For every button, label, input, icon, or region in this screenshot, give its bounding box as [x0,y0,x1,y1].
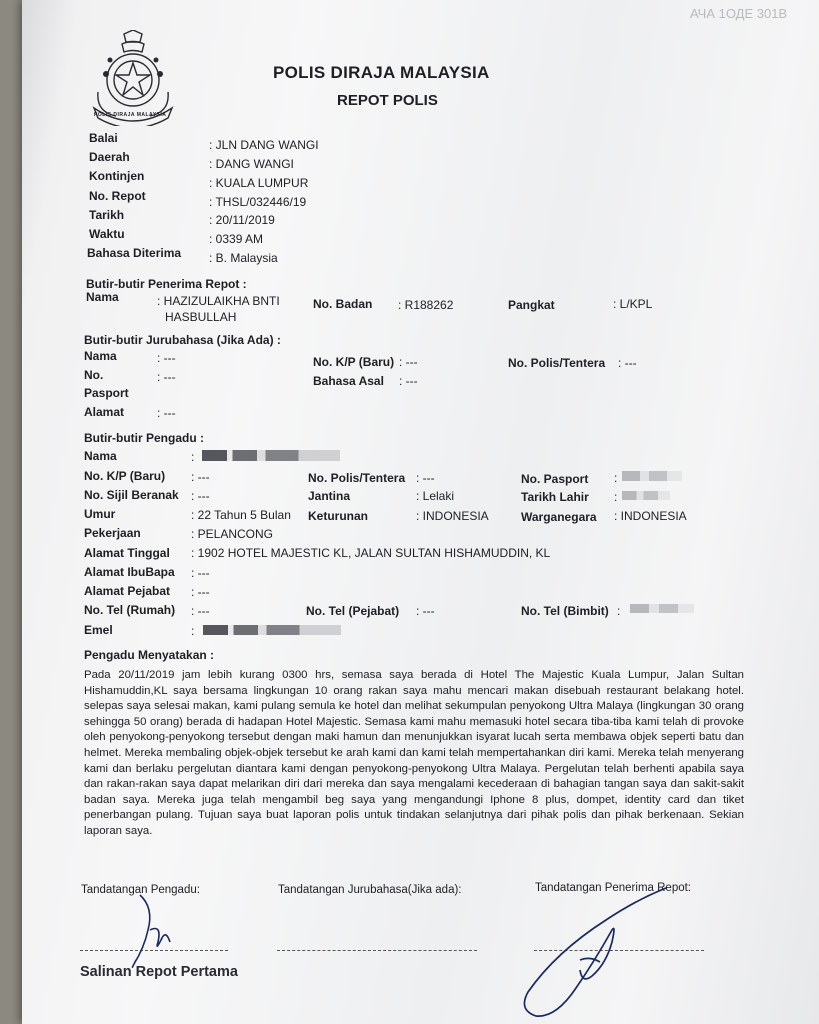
complainant-ibubapa-label: Alamat IbuBapa [84,565,175,579]
receiver-rank-label: Pangkat [508,298,555,312]
statement-text: Pada 20/11/2019 jam lebih kurang 0300 hrs, semasa saya berada di Hotel The Majestic Kuala Lumpur, Jalan Sultan Hishamuddin,KL saya bersama lingkungan 10 orang rakan saya mahu mencari makan disebuah restaurant belakang hotel. selepas saya selesai makan, kami pulang semula ke hotel dan melihat sekumpulan penyokong Ultra Malaya (lingkungan 30 orang sehingga 50 orang) berada di hadapan Hotel Majestic. Semasa kami mahu memasuki hotel secara tiba-tiba kami telah di provoke oleh penyokong-penyokong tersebut dengan maki hamun dan menunjukkan isyarat lucah serta membawa objek seperti batu dan helmet. Mereka membaling objek-objek tersebut ke arah kami dan kami telah mempertahankan diri kami. Mereka telah menyerang kami dan berlaku pergelutan diantara kami dengan penyokong-penyokong Ultra Malaya. Pergelutan telah berhenti apabila saya dan rakan-rakan saya dapat melarikan diri dari mereka dan saya mengalami kecederaan di bahagian tangan saya dan sakit-sakit badan saya. Mereka juga telah mengambil beg saya yang mengandungi Iphone 8 plus, dompet, identity card dan tiket penerbangan pulang. Tujuan saya buat laporan polis untuk tindakan selanjutnya dari pihak polis dan pihak berkenaan. Sekian laporan saya. [84,669,744,837]
signature-penerima-label: Tandatangan Penerima Repot: [535,882,691,894]
receiver-name-value: : HAZIZULAIKHA BNTI [157,294,280,308]
page-title: POLIS DIRAJA MALAYSIA [273,63,490,82]
complainant-nama-value: : [191,450,195,464]
balai-value: : JLN DANG WANGI [209,138,319,152]
redacted-pasport [622,471,682,481]
receiver-badge-value: : R188262 [398,298,454,312]
complainant-ibubapa-value: : --- [191,566,210,580]
complainant-sijil-value: : --- [191,489,210,503]
tarikh-label: Tarikh [89,208,125,222]
signature-line-jurubahasa [277,950,477,951]
tarikh-value: : 20/11/2019 [209,213,275,227]
interpreter-alamat-value: : --- [157,406,176,420]
receiver-badge-label: No. Badan [313,297,373,311]
complainant-tel-bimbit-label: No. Tel (Bimbit) [521,604,609,618]
complainant-pasport-label: No. Pasport [521,472,589,486]
complainant-warganegara-label: Warganegara [521,510,597,524]
complainant-tinggal-value: : 1902 HOTEL MAJESTIC KL, JALAN SULTAN HISHAMUDDIN, KL [191,546,551,560]
receiver-section-title: Butir-butir Penerima Repot : [86,277,247,291]
balai-label: Balai [89,131,118,145]
redacted-name [202,450,340,461]
redacted-mobile [630,604,694,613]
complainant-pekerjaan-label: Pekerjaan [84,526,141,540]
complainant-polis-value: : --- [416,471,435,485]
bahasa-diterima-label: Bahasa Diterima [87,246,182,260]
interpreter-polis-value: : --- [618,356,637,370]
kontinjen-value: : KUALA LUMPUR [209,176,309,190]
interpreter-no-value: : --- [157,370,176,384]
complainant-tel-pejabat-label: No. Tel (Pejabat) [306,604,400,618]
interpreter-name-label: Nama [84,349,117,363]
complainant-umur-value: : 22 Tahun 5 Bulan [191,508,291,522]
complainant-pekerjaan-value: : PELANCONG [191,527,274,541]
complainant-kp-label: No. K/P (Baru) [84,469,166,483]
signature-jurubahasa-label: Tandatangan Jurubahasa(Jika ada): [278,884,462,896]
complainant-pejabat-label: Alamat Pejabat [84,584,171,598]
waktu-value: : 0339 AM [209,232,264,246]
complainant-umur-label: Umur [84,507,116,521]
redacted-email [203,625,341,635]
receiver-name-value-2: HASBULLAH [165,310,237,324]
daerah-label: Daerah [89,150,130,164]
receiver-signature-scribble [516,880,686,1020]
interpreter-pasport-label: Pasport [84,386,129,400]
waktu-label: Waktu [89,227,125,241]
interpreter-section-title: Butir-butir Jurubahasa (Jika Ada) : [84,333,281,347]
complainant-jantina-label: Jantina [308,489,351,503]
complainant-jantina-value: : Lelaki [416,489,455,503]
bahasa-diterima-value: : B. Malaysia [209,251,278,265]
complainant-tel-pejabat-value: : --- [416,604,435,618]
complainant-pasport-value: : [614,471,618,485]
complainant-polis-label: No. Polis/Tentera [308,471,406,485]
redacted-birthdate [622,491,670,500]
page-subtitle: REPOT POLIS [337,92,438,109]
interpreter-no-label: No. [84,368,104,382]
complainant-section-title: Butir-butir Pengadu : [84,431,204,445]
complainant-emel-label: Emel [84,623,113,637]
receiver-name-label: Nama [86,290,119,304]
receiver-rank-value: : L/KPL [613,297,653,311]
interpreter-polis-label: No. Polis/Tentera [508,356,606,370]
complainant-emel-value: : [191,624,195,638]
daerah-value: : DANG WANGI [209,157,294,171]
complainant-tel-bimbit-value: : [617,604,621,618]
interpreter-kp-value: : --- [399,355,418,369]
corner-stamp: АЧА 1ОДЕ 301В [690,6,788,21]
complainant-pejabat-value: : --- [191,585,210,599]
complainant-kp-value: : --- [191,470,210,484]
complainant-tel-rumah-label: No. Tel (Rumah) [84,603,176,617]
interpreter-kp-label: No. K/P (Baru) [313,355,395,369]
statement-title: Pengadu Menyatakan : [84,648,215,662]
kontinjen-label: Kontinjen [89,169,145,183]
interpreter-alamat-label: Alamat [84,405,125,419]
signature-pengadu-label: Tandatangan Pengadu: [81,884,200,896]
interpreter-name-value: : --- [157,351,176,365]
interpreter-bahasa-value: : --- [399,374,418,388]
complainant-tinggal-label: Alamat Tinggal [84,546,170,560]
complainant-warganegara-value: : INDONESIA [614,509,687,523]
complainant-keturunan-label: Keturunan [308,509,368,523]
crest-ribbon-text: POLIS DIRAJA MALAYSIA [94,112,167,118]
complainant-nama-label: Nama [84,449,117,463]
complainant-lahir-value: : [614,490,618,504]
no-repot-label: No. Repot [89,189,146,203]
complainant-tel-rumah-value: : --- [191,604,210,618]
complainant-lahir-label: Tarikh Lahir [521,490,589,504]
no-repot-value: : THSL/032446/19 [209,195,307,209]
complainant-keturunan-value: : INDONESIA [416,509,489,523]
complainant-sijil-label: No. Sijil Beranak [84,488,179,502]
first-report-copy-label: Salinan Repot Pertama [80,964,238,980]
interpreter-bahasa-label: Bahasa Asal [313,374,384,388]
